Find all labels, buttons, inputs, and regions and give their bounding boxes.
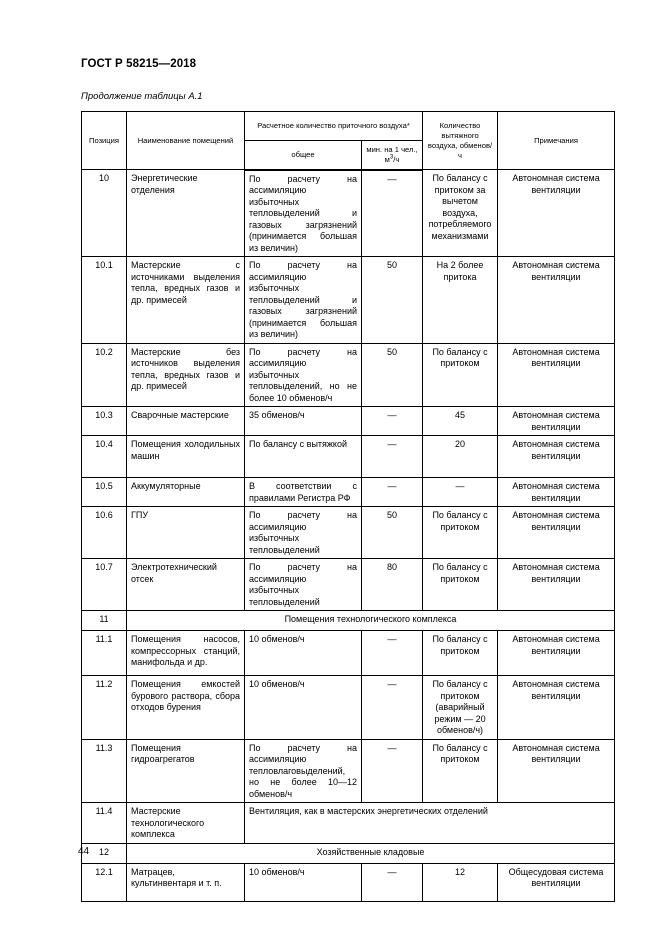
cell-supply-per-person: —: [362, 863, 423, 901]
cell-position: 12: [82, 843, 127, 863]
section-row: [82, 843, 615, 863]
cell-exhaust: По балансу с притоком: [423, 739, 498, 803]
cell-notes: Автономная система вентиляции: [498, 559, 615, 611]
header-supply-total: общее: [245, 141, 362, 170]
cell-position: 11.2: [82, 676, 127, 740]
cell-room-name: Помещения холодильных машин: [127, 436, 245, 478]
header-per-person-text: мин. на 1 чел., м: [366, 144, 418, 164]
cell-position: 10.4: [82, 436, 127, 478]
section-title: Хозяйственные кладовые: [127, 843, 615, 863]
cell-exhaust: По балансу с притоком: [423, 507, 498, 559]
cell-exhaust: По балансу с притоком: [423, 343, 498, 407]
cell-room-name: Мастерские технологического комплекса: [127, 803, 245, 844]
table-row: [82, 507, 615, 559]
page-number: 44: [78, 846, 90, 857]
table-row: [82, 676, 615, 740]
cell-room-name: Мастерские без источников выделения тепла, вредных газов и др. примесей: [127, 343, 245, 407]
cell-room-name: Помещения насосов, компрессорных станций, манифольда и др.: [127, 631, 245, 676]
cell-position: 10.5: [82, 478, 127, 507]
cell-exhaust: По балансу с притоком (аварийный режим — 20 обменов/ч): [423, 676, 498, 740]
cell-notes: Автономная система вентиляции: [498, 170, 615, 257]
header-exhaust-air: Количество вытяжного воздуха, обменов/ч: [423, 112, 498, 170]
cell-notes: Автономная система вентиляции: [498, 676, 615, 740]
cell-supply-per-person: —: [362, 436, 423, 478]
cell-supply-total: По балансу с вытяжкой: [245, 436, 362, 478]
cell-supply-total: По расчету на ассимиляцию тепловлаговыделений, но не более 10—12 обменов/ч: [245, 739, 362, 803]
cell-room-name: Помещения емкостей бурового раствора, сбора отходов бурения: [127, 676, 245, 740]
cell-supply-total: В соответствии с правилами Регистра РФ: [245, 478, 362, 507]
cell-merged-description: Вентиляция, как в мастерских энергетических отделений: [245, 803, 615, 844]
cell-supply-per-person: —: [362, 676, 423, 740]
table-row: [82, 478, 615, 507]
cell-room-name: Помещения гидроагрегатов: [127, 739, 245, 803]
cell-exhaust: По балансу с притоком: [423, 559, 498, 611]
ventilation-table: [81, 111, 615, 902]
cell-position: 12.1: [82, 863, 127, 901]
cell-position: 10.7: [82, 559, 127, 611]
cell-supply-per-person: 50: [362, 507, 423, 559]
cell-supply-total: По расчету на ассимиляцию избыточных тепловыделений: [245, 559, 362, 611]
cell-supply-per-person: —: [362, 407, 423, 436]
table-row: [82, 559, 615, 611]
cell-exhaust: 45: [423, 407, 498, 436]
section-title: Помещения технологического комплекса: [127, 611, 615, 631]
table-body: [82, 170, 615, 902]
cell-position: 10.6: [82, 507, 127, 559]
table-row: [82, 407, 615, 436]
cell-supply-per-person: —: [362, 631, 423, 676]
table-row: [82, 631, 615, 676]
header-notes: Примечания: [498, 112, 615, 170]
cell-notes: Автономная система вентиляции: [498, 507, 615, 559]
cell-exhaust: —: [423, 478, 498, 507]
cell-room-name: Матрацев, культинвентаря и т. п.: [127, 863, 245, 901]
cell-position: 11.4: [82, 803, 127, 844]
cell-supply-total: По расчету на ассимиляцию избыточных тепловыделений и газовых загрязнений (принимается большая из величин): [245, 257, 362, 344]
cell-position: 11.1: [82, 631, 127, 676]
cell-room-name: Аккумуляторные: [127, 478, 245, 507]
cell-position: 10.3: [82, 407, 127, 436]
cell-room-name: Электротехнический отсек: [127, 559, 245, 611]
table-caption: Продолжение таблицы А.1: [81, 91, 203, 102]
cell-position: 10.1: [82, 257, 127, 344]
cell-room-name: Мастерские с источниками выделения тепла, вредных газов и др. примесей: [127, 257, 245, 344]
cell-position: 10: [82, 170, 127, 257]
section-row: [82, 611, 615, 631]
header-room-name: Наименование помещений: [127, 112, 245, 170]
cell-room-name: Сварочные мастерские: [127, 407, 245, 436]
cell-position: 11.3: [82, 739, 127, 803]
cell-position: 10.2: [82, 343, 127, 407]
cell-supply-total: По расчету на ассимиляцию избыточных тепловыделений: [245, 507, 362, 559]
header-supply-air: Расчетное количество приточного воздуха*: [245, 112, 423, 141]
cell-supply-total: 10 обменов/ч: [245, 863, 362, 901]
header-per-person-unit: /ч: [393, 154, 400, 164]
cell-exhaust: По балансу с притоком за вычетом воздуха, потребляемого механизмами: [423, 170, 498, 257]
table-row: [82, 803, 615, 844]
cell-supply-total: По расчету на ассимиляцию избыточных тепловыделений и газовых загрязнений (принимается большая из величин): [245, 170, 362, 257]
cell-supply-per-person: 80: [362, 559, 423, 611]
cell-notes: Автономная система вентиляции: [498, 436, 615, 478]
cell-supply-total: 10 обменов/ч: [245, 631, 362, 676]
cell-supply-per-person: 50: [362, 257, 423, 344]
table-row: [82, 863, 615, 901]
header-supply-per-person: [362, 141, 423, 170]
cell-notes: Автономная система вентиляции: [498, 257, 615, 344]
cell-notes: Автономная система вентиляции: [498, 343, 615, 407]
table-row: [82, 739, 615, 803]
cell-supply-total: По расчету на ассимиляцию избыточных тепловыделений, но не более 10 обменов/ч: [245, 343, 362, 407]
cell-room-name: ГПУ: [127, 507, 245, 559]
cell-notes: Автономная система вентиляции: [498, 478, 615, 507]
cell-exhaust: По балансу с притоком: [423, 631, 498, 676]
cell-supply-per-person: —: [362, 739, 423, 803]
header-per-person-sup: 3: [389, 154, 394, 161]
cell-exhaust: На 2 более притока: [423, 257, 498, 344]
cell-notes: Автономная система вентиляции: [498, 407, 615, 436]
table-row: [82, 343, 615, 407]
document-standard-header: ГОСТ Р 58215—2018: [81, 58, 197, 70]
cell-notes: Автономная система вентиляции: [498, 739, 615, 803]
cell-room-name: Энергетические отделения: [127, 170, 245, 257]
header-position: Позиция: [82, 112, 127, 170]
table-row: [82, 170, 615, 257]
cell-notes: Автономная система вентиляции: [498, 631, 615, 676]
cell-supply-total: 35 обменов/ч: [245, 407, 362, 436]
table-row: [82, 436, 615, 478]
table-row: [82, 257, 615, 344]
cell-position: 11: [82, 611, 127, 631]
cell-notes: Общесудовая система вентиляции: [498, 863, 615, 901]
cell-supply-per-person: —: [362, 478, 423, 507]
cell-supply-per-person: —: [362, 170, 423, 257]
cell-supply-total: 10 обменов/ч: [245, 676, 362, 740]
cell-exhaust: 20: [423, 436, 498, 478]
cell-exhaust: 12: [423, 863, 498, 901]
cell-supply-per-person: 50: [362, 343, 423, 407]
